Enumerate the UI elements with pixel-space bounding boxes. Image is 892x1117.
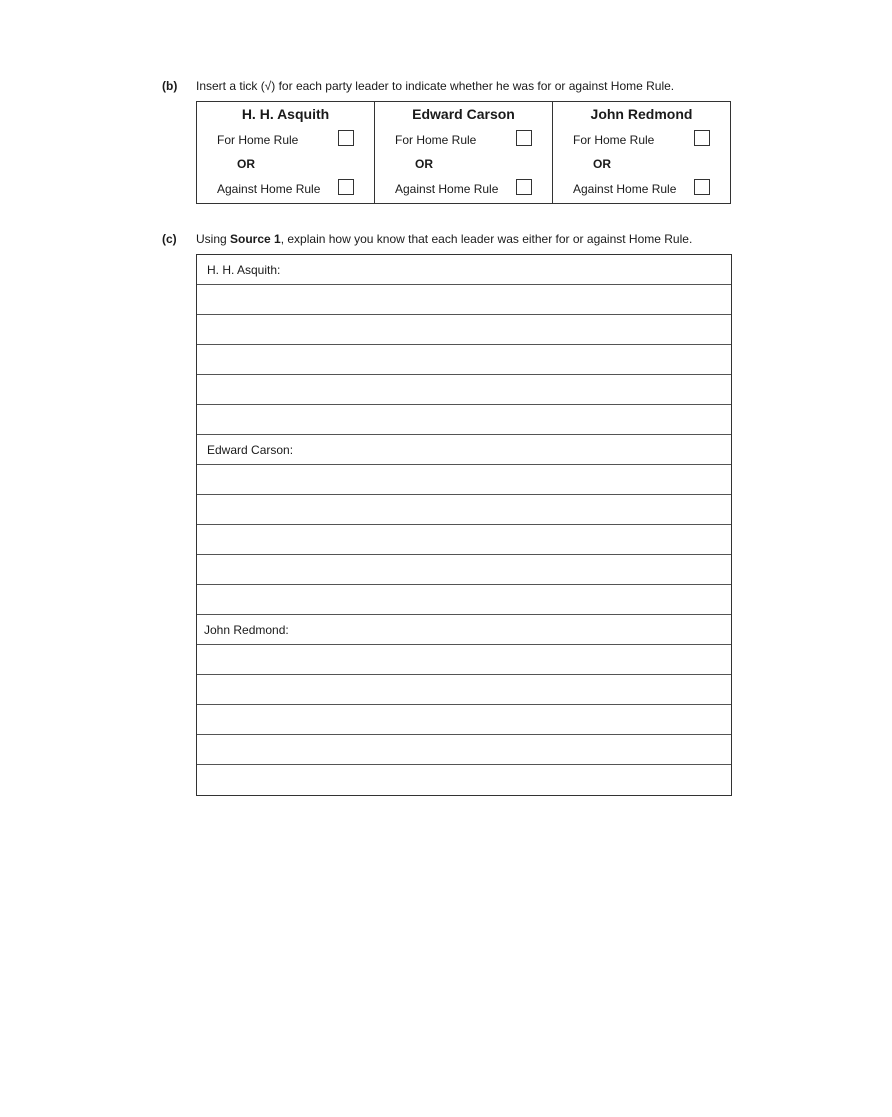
answer-line[interactable] [197, 345, 731, 375]
question-c-label: (c) [162, 232, 177, 246]
answer-line[interactable] [197, 375, 731, 405]
carson-against-checkbox[interactable] [516, 179, 532, 195]
question-c-text-prefix: Using [196, 232, 231, 246]
answer-line[interactable] [197, 645, 731, 675]
leader-column-asquith [197, 102, 375, 203]
answer-box [196, 254, 732, 796]
question-b-label: (b) [162, 79, 178, 93]
leader-column-carson [375, 102, 553, 203]
against-home-rule-label: Against Home Rule [217, 182, 321, 196]
answer-line[interactable] [197, 705, 731, 735]
leader-name: H. H. Asquith [241, 106, 330, 122]
section-label-carson: Edward Carson: [207, 443, 294, 457]
for-home-rule-label: For Home Rule [573, 133, 655, 147]
source-reference: Source 1 [230, 232, 281, 246]
or-label: OR [415, 157, 433, 171]
answer-line[interactable] [197, 675, 731, 705]
asquith-against-checkbox[interactable] [338, 179, 354, 195]
redmond-against-checkbox[interactable] [694, 179, 710, 195]
question-c-text-suffix: , explain how you know that each leader was either for or against Home Rule. [280, 232, 693, 246]
answer-line[interactable] [197, 585, 731, 615]
answer-line[interactable] [197, 615, 731, 645]
answer-line[interactable] [197, 255, 731, 285]
question-b-text: Insert a tick (√) for each party leader to indicate whether he was for or against Home Rule. [196, 79, 675, 93]
section-label-redmond: John Redmond: [204, 623, 289, 637]
answer-line[interactable] [197, 405, 731, 435]
for-home-rule-label: For Home Rule [395, 133, 477, 147]
answer-line[interactable] [197, 765, 731, 795]
leader-name: Edward Carson [412, 106, 515, 122]
for-home-rule-label: For Home Rule [217, 133, 299, 147]
answer-line[interactable] [197, 465, 731, 495]
redmond-for-checkbox[interactable] [694, 130, 710, 146]
carson-for-checkbox[interactable] [516, 130, 532, 146]
answer-line[interactable] [197, 285, 731, 315]
answer-line[interactable] [197, 735, 731, 765]
against-home-rule-label: Against Home Rule [395, 182, 499, 196]
answer-line[interactable] [197, 555, 731, 585]
leader-name: John Redmond [590, 106, 693, 122]
section-label-asquith: H. H. Asquith: [207, 263, 281, 277]
asquith-for-checkbox[interactable] [338, 130, 354, 146]
answer-line[interactable] [197, 315, 731, 345]
against-home-rule-label: Against Home Rule [573, 182, 677, 196]
leader-table [196, 101, 731, 204]
question-c-text [196, 232, 692, 246]
answer-line[interactable] [197, 435, 731, 465]
answer-line[interactable] [197, 495, 731, 525]
or-label: OR [593, 157, 611, 171]
answer-line[interactable] [197, 525, 731, 555]
or-label: OR [237, 157, 255, 171]
leader-column-redmond [553, 102, 730, 203]
